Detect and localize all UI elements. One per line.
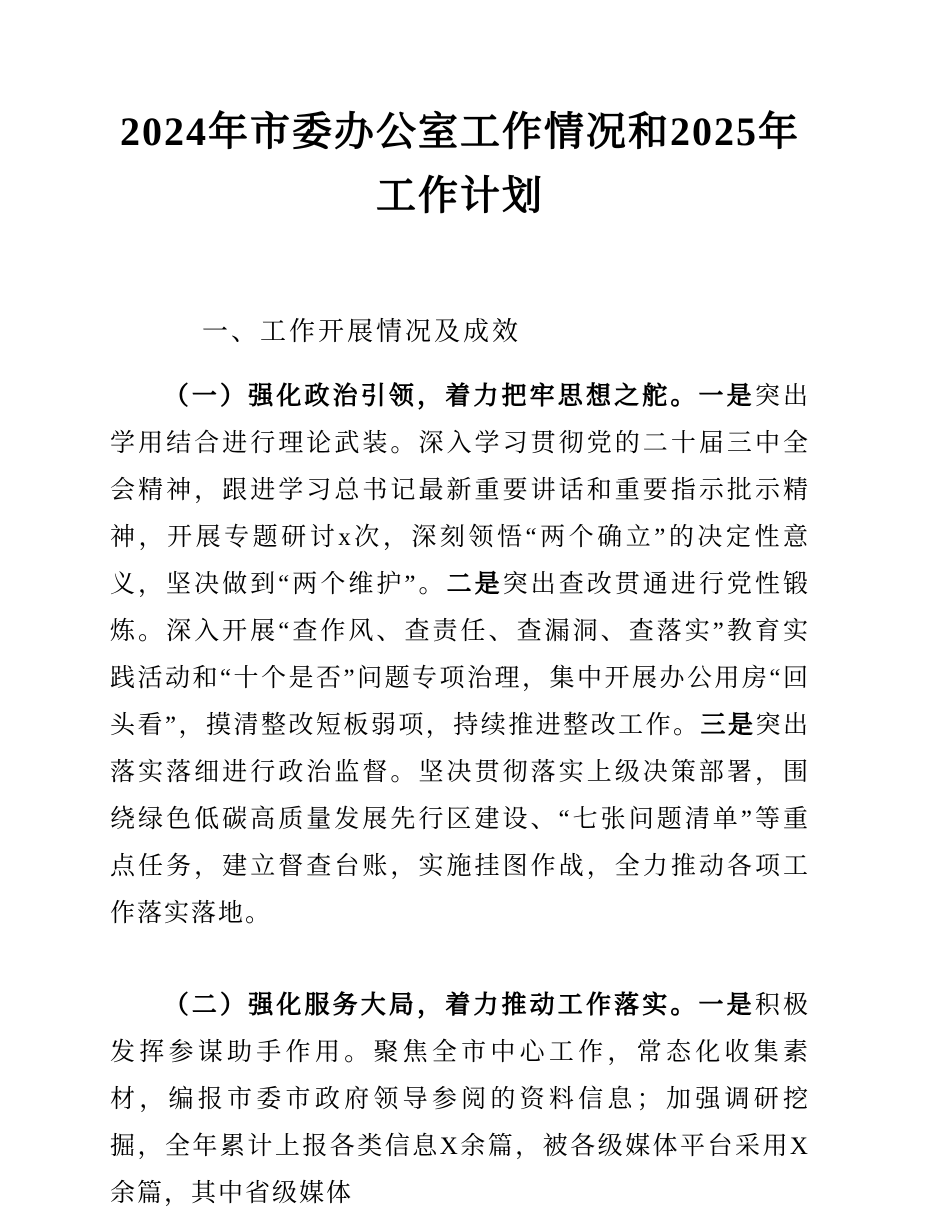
text-run: 积极发挥参谋助手作用。聚焦全市中心工作，常态化收集素材，编报市委市政府领导参阅的资料信息；加强调研挖掘，全年累计上报各类信息X余篇，被各级媒体平台采用X余篇，其中省级媒体 [110,992,810,1207]
text-run: 突出落实落细进行政治监督。坚决贯彻落实上级决策部署，围绕绿色低碳高质量发展先行区建设、“七张问题清单”等重点任务，建立督查台账，实施挂图作战，全力推动各项工作落实落地。 [110,712,810,927]
bold-run: 二是 [446,570,503,598]
bold-run: （一）强化政治引领，着力把牢思想之舵。一是 [163,382,755,410]
text-run: 突出查改贯通进行党性锻炼。深入开展“查作风、查责任、查漏洞、查落实”教育实践活动和“十个是否”问题专项治理，集中开展办公用房“回头看”，摸清整改短板弱项，持续推进整改工作。 [110,571,810,739]
bold-run: （二）强化服务大局，着力推动工作落实。一是 [163,991,755,1019]
section-heading: 一、工作开展情况及成效 [202,317,522,346]
bold-run: 三是 [700,711,756,739]
body-paragraph [110,373,810,937]
body-paragraph [110,982,810,1217]
document-title: 2024年市委办公室工作情况和2025年工作计划 [120,109,800,218]
text-run: 突出学用结合进行理论武装。深入学习贯彻党的二十届三中全会精神，跟进学习总书记最新重要讲话和重要指示批示精神，开展专题研讨x次，深刻领悟“两个确立”的决定性意义，坚决做到“两个维护”。 [110,383,810,598]
